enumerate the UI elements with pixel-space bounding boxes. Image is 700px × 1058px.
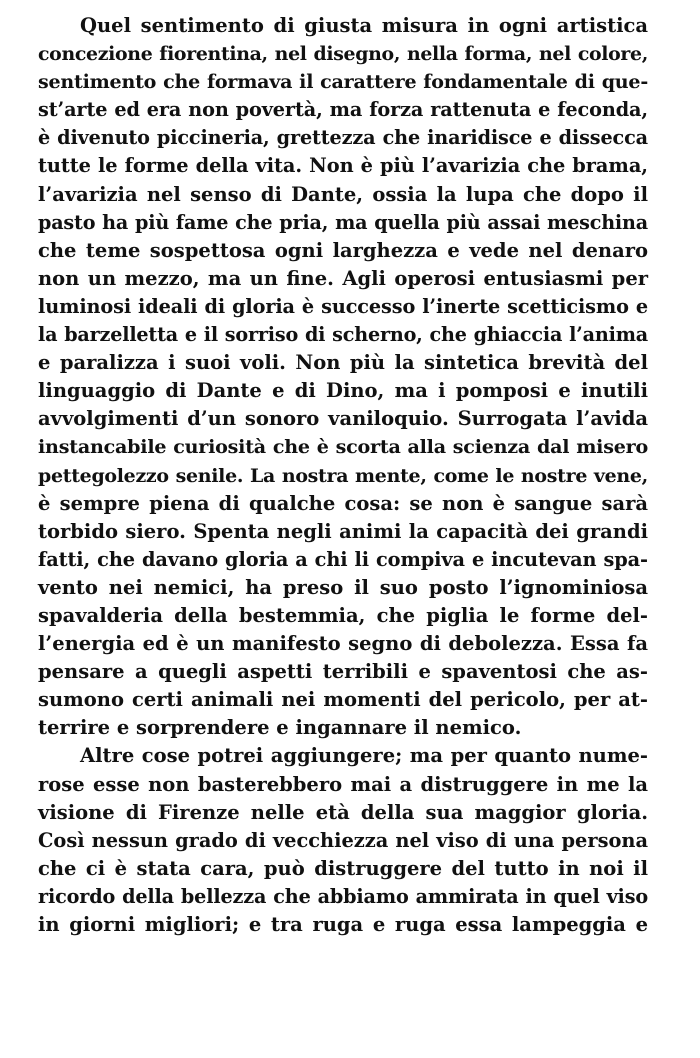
text-line: pettegolezzo senile. La nostra mente, come le nostre vene,	[38, 464, 648, 487]
text-line: l’energia ed è un manifesto segno di debolezza. Essa fa	[38, 632, 648, 656]
text-line: linguaggio di Dante e di Dino, ma i pomposi e inutili	[38, 379, 648, 403]
text-line: visione di Firenze nelle età della sua maggior gloria.	[38, 800, 648, 824]
text-line: Così nessun grado di vecchiezza nel viso di una persona	[38, 828, 648, 852]
text-line: è sempre piena di qualche cosa: se non è sangue sarà	[38, 491, 648, 515]
text-line: Altre cose potrei aggiungere; ma per quanto nume-	[80, 744, 648, 768]
text-line: in giorni migliori; e tra ruga e ruga essa lampeggia e	[38, 913, 648, 936]
text-line: ricordo della bellezza che abbiamo ammirata in quel viso	[38, 884, 648, 908]
text-line: è divenuto piccineria, grettezza che inaridisce e dissecca	[38, 126, 648, 150]
text-line: non un mezzo, ma un fine. Agli operosi entusiasmi per	[38, 266, 648, 290]
text-line: luminosi ideali di gloria è successo l’inerte scetticismo e	[38, 294, 648, 318]
text-line: instancabile curiosità che è scorta alla scienza dal misero	[38, 435, 648, 459]
text-line: terrire e sorprendere e ingannare il nemico.	[38, 716, 522, 740]
paragraph-1	[38, 12, 648, 742]
text-line: rose esse non basterebbero mai a distruggere in me la	[38, 772, 648, 796]
text-line: torbido siero. Spenta negli animi la capacità dei grandi	[38, 519, 648, 543]
text-line: l’avarizia nel senso di Dante, ossia la lupa che dopo il	[38, 182, 648, 206]
text-line: Quel sentimento di giusta misura in ogni artistica	[80, 14, 648, 37]
text-line: che teme sospettosa ogni larghezza e vede nel denaro	[38, 238, 648, 262]
text-line: pensare a quegli aspetti terribili e spaventosi che as-	[38, 660, 648, 684]
text-line: avvolgimenti d’un sonoro vaniloquio. Surrogata l’avida	[38, 407, 648, 431]
text-line: e paralizza i suoi voli. Non più la sintetica brevità del	[38, 351, 648, 375]
text-line: sumono certi animali nei momenti del pericolo, per at-	[38, 688, 648, 712]
text-line: tutte le forme della vita. Non è più l’avarizia che brama,	[38, 154, 648, 178]
text-line: la barzelletta e il sorriso di scherno, che ghiaccia l’anima	[38, 323, 648, 347]
text-line: sentimento che formava il carattere fondamentale di que-	[38, 71, 648, 94]
text-line: spavalderia della bestemmia, che piglia le forme del-	[38, 603, 648, 627]
text-line: vento nei nemici, ha preso il suo posto l’ignominiosa	[38, 575, 648, 599]
text-line: fatti, che davano gloria a chi li compiva e incutevan spa-	[38, 547, 648, 571]
text-line: pasto ha più fame che pria, ma quella più assai meschina	[38, 210, 648, 234]
paragraph-2	[38, 742, 648, 939]
text-line: st’arte ed era non povertà, ma forza rattenuta e feconda,	[38, 98, 648, 122]
text-line: concezione fiorentina, nel disegno, nella forma, nel colore,	[38, 43, 648, 66]
text-line: che ci è stata cara, può distruggere del tutto in noi il	[38, 856, 648, 880]
page-text	[38, 12, 648, 939]
